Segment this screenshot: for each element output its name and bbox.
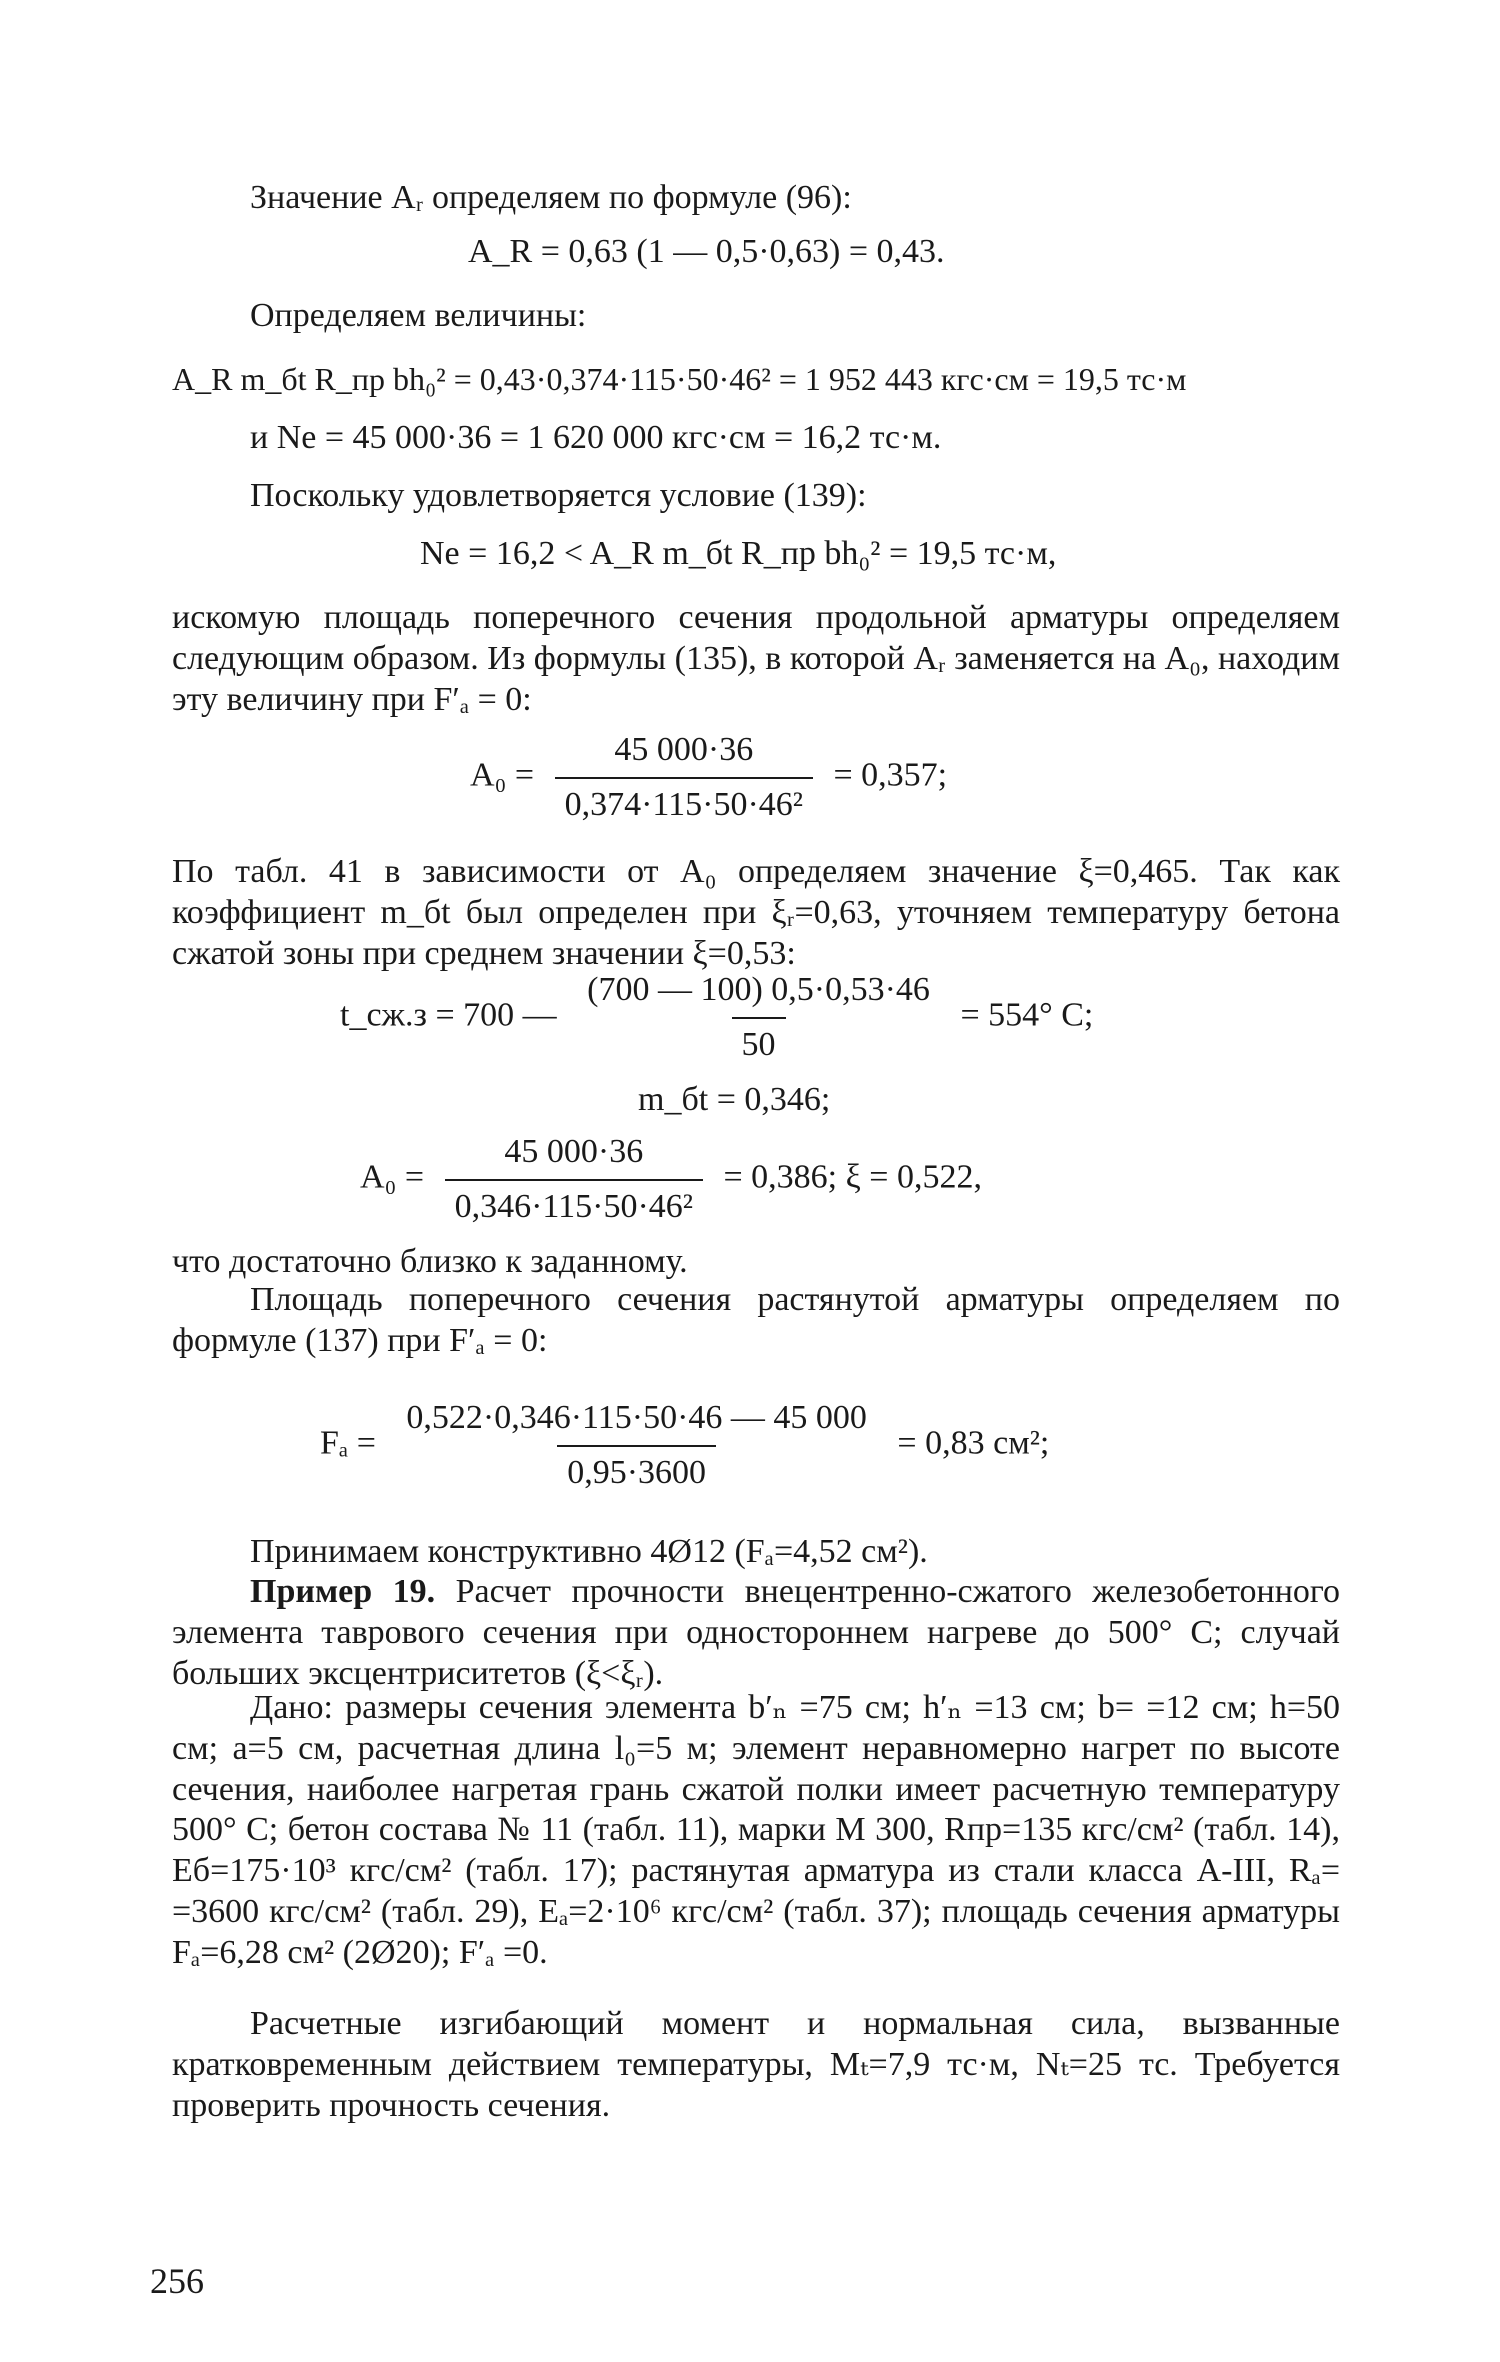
text-line: Принимаем конструктивно 4Ø12 (Fₐ=4,52 см²). [250, 1533, 928, 1570]
fraction-denominator: 0,346·115·50·46² [445, 1179, 703, 1228]
example-text: Расчет прочности внецентренно-сжатого железобетонного элемента таврового сечения при одностороннем нагреве до 500° C; случай больших эксцентриситетов (ξ<ξᵣ). [172, 1573, 1340, 1692]
paragraph-text: По табл. 41 в зависимости от A₀ определяем значение ξ=0,465. Так как коэффициент m_бt был определен при ξᵣ=0,63, уточняем температуру бетона сжатой зоны при среднем значении ξ=0,53: [172, 853, 1340, 972]
fraction-numerator: 45 000·36 [614, 731, 754, 768]
formula-rhs: = 554° C; [960, 996, 1094, 1034]
fraction-numerator: 0,522·0,346·115·50·46 — 45 000 [406, 1399, 867, 1436]
formula-lhs: A₀ = [360, 1158, 425, 1196]
example-paragraph [172, 1572, 1340, 1694]
formula-lhs: Fₐ = [320, 1424, 376, 1462]
formula-lhs: A₀ = [470, 756, 535, 794]
text-line: что достаточно близко к заданному. [172, 1243, 688, 1280]
line-3 [172, 476, 1340, 517]
text-line: Поскольку удовлетворяется условие (139): [250, 477, 867, 514]
paragraph-3 [172, 1280, 1340, 1362]
formula-rhs: = 0,357; [833, 756, 948, 794]
formula-mbt: m_бt = 0,346; [638, 1081, 831, 1118]
fraction [396, 1398, 877, 1494]
fraction-denominator: 50 [732, 1017, 786, 1066]
formula-condition: Ne = 16,2 < A_R m_бt R_пр bh₀² = 19,5 тс·м, [420, 535, 1057, 572]
fraction-denominator: 0,374·115·50·46² [555, 777, 813, 826]
fraction [555, 730, 813, 826]
line-5 [172, 1532, 1340, 1573]
paragraph-5 [172, 2004, 1340, 2126]
fraction [577, 970, 940, 1066]
example-label: Пример 19. [250, 1573, 436, 1610]
example-19 [172, 1572, 1340, 1694]
paragraph-text: Площадь поперечного сечения растянутой арматуры определяем по формуле (137) при F′ₐ = 0: [172, 1281, 1340, 1359]
fraction-denominator: 0,95·3600 [557, 1445, 716, 1494]
line-2 [172, 296, 1340, 337]
paragraph-text: Дано: размеры сечения элемента b′ₙ =75 см; h′ₙ =13 см; b= =12 см; h=50 см; a=5 см, расчетная длина l₀=5 м; элемент неравномерно нагрет по высоте сечения, наиболее нагретая грань сжатой полки имеет расчетную температуру 500° C; бетон состава № 11 (табл. 11), марки М 300, Rпр=135 кгс/см² (табл. 14), Eб=175·10³ кгс/см² (табл. 17); растянутая арматура из стали класса А-III, Rₐ= =3600 кгс/см² (табл. 29), Eₐ=2·10⁶ кгс/см² (табл. 37); площадь сечения арматуры Fₐ=6,28 см² (2Ø20); F′ₐ =0. [172, 1689, 1340, 1971]
line-1 [172, 178, 1340, 219]
formula-temperature [340, 970, 1093, 1066]
fraction [445, 1132, 703, 1228]
formula-moment: A_R m_бt R_пр bh₀² = 0,43·0,374·115·50·46² = 1 952 443 кгс·см = 19,5 тс·м [172, 361, 1187, 397]
formula-rhs: = 0,386; ξ = 0,522, [723, 1158, 982, 1196]
formula-ar: A_R = 0,63 (1 — 0,5·0,63) = 0,43. [468, 233, 945, 270]
paragraph-text: искомую площадь поперечного сечения продольной арматуры определяем следующим образом. Из формулы (135), в которой Aᵣ заменяется на A₀, находим эту величину при F′ₐ = 0: [172, 599, 1340, 718]
formula-rhs: = 0,83 см²; [897, 1424, 1050, 1462]
formula-a0-first [470, 730, 947, 826]
formula-lhs: t_сж.з = 700 — [340, 996, 557, 1034]
page-number: 256 [150, 2261, 204, 2301]
line-4 [172, 1242, 1340, 1283]
text-line: Значение Aᵣ определяем по формуле (96): [250, 179, 852, 216]
paragraph-4 [172, 1688, 1340, 1974]
text-line: Определяем величины: [250, 297, 587, 334]
fraction-numerator: 45 000·36 [504, 1133, 644, 1170]
formula-ne: и Ne = 45 000·36 = 1 620 000 кгс·см = 16,2 тс·м. [250, 419, 942, 456]
paragraph-2 [172, 852, 1340, 974]
paragraph-1 [172, 598, 1340, 720]
fraction-numerator: (700 — 100) 0,5·0,53·46 [587, 971, 930, 1008]
paragraph-text: Расчетные изгибающий момент и нормальная сила, вызванные кратковременным действием температуры, Mₜ=7,9 тс·м, Nₜ=25 тс. Требуется проверить прочность сечения. [172, 2005, 1340, 2124]
formula-a0-second [360, 1132, 982, 1228]
formula-fa [320, 1398, 1049, 1494]
